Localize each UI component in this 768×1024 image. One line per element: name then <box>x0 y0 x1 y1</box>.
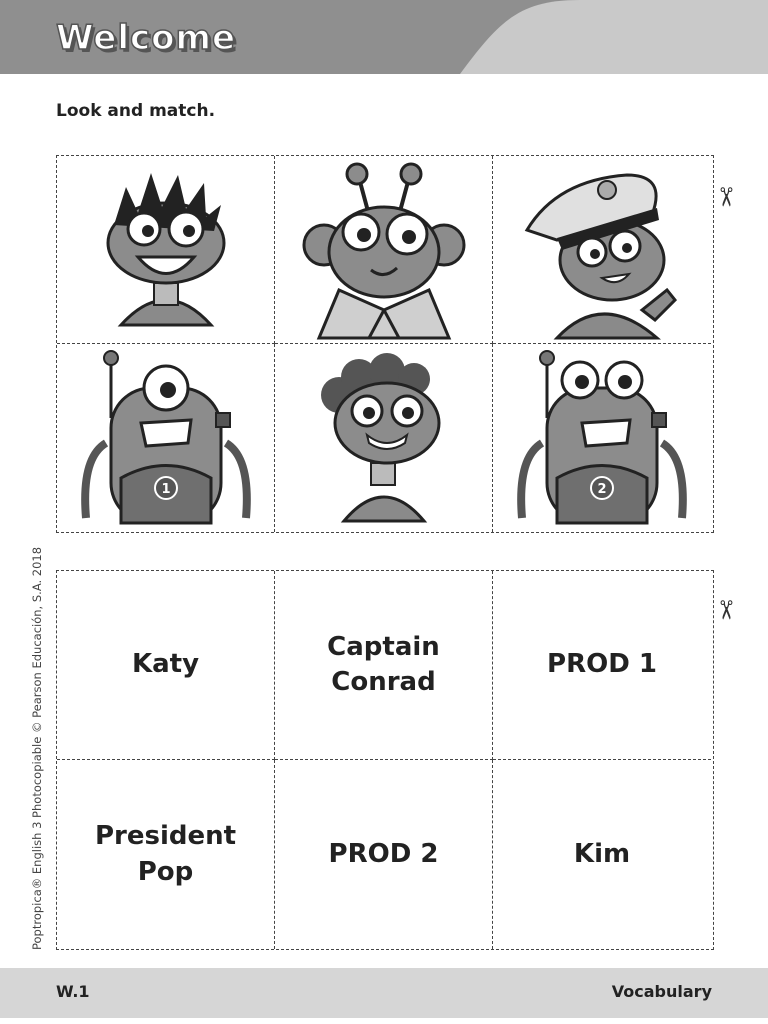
word-card-label: PROD 2 <box>328 838 439 869</box>
page-footer <box>0 968 768 1018</box>
picture-card[interactable] <box>57 344 275 532</box>
scissors-icon: ✂ <box>709 599 740 621</box>
captain-hat-character-icon <box>517 160 687 340</box>
page-code: W.1 <box>56 982 90 1001</box>
word-card[interactable] <box>275 571 493 760</box>
svg-text:1: 1 <box>160 482 171 497</box>
word-card[interactable] <box>493 571 711 760</box>
page-header <box>0 0 768 74</box>
word-cards-grid <box>56 570 714 950</box>
svg-text:2: 2 <box>597 482 607 497</box>
robot-prod-2-icon <box>512 348 692 528</box>
header-title: Welcome <box>56 18 237 58</box>
picture-card[interactable] <box>275 344 493 532</box>
picture-card[interactable] <box>493 344 711 532</box>
alien-girl-antennae-icon <box>299 160 469 340</box>
word-card-label: Kim <box>573 838 631 869</box>
instruction-text: Look and match. <box>56 101 216 121</box>
curly-hair-girl-icon <box>309 353 459 523</box>
section-label: Vocabulary <box>611 982 712 1001</box>
word-card-label: President Pop <box>94 821 237 887</box>
picture-card[interactable] <box>57 156 275 344</box>
picture-card[interactable] <box>493 156 711 344</box>
picture-card[interactable] <box>275 156 493 344</box>
word-card[interactable] <box>57 571 275 760</box>
word-card[interactable] <box>57 760 275 949</box>
picture-cards-grid <box>56 155 714 533</box>
word-card[interactable] <box>493 760 711 949</box>
word-card-label: PROD 1 <box>547 649 657 680</box>
word-card-label: Captain Conrad <box>327 631 440 697</box>
word-card[interactable] <box>275 760 493 949</box>
robot-prod-1-icon <box>76 348 256 528</box>
word-card-label: Katy <box>131 649 200 680</box>
side-credit: Poptropica® English 3 Photocopiable © Pearson Educación, S.A. 2018 <box>30 546 44 950</box>
spiky-hair-boy-icon <box>96 165 236 335</box>
scissors-icon: ✂ <box>709 186 740 208</box>
